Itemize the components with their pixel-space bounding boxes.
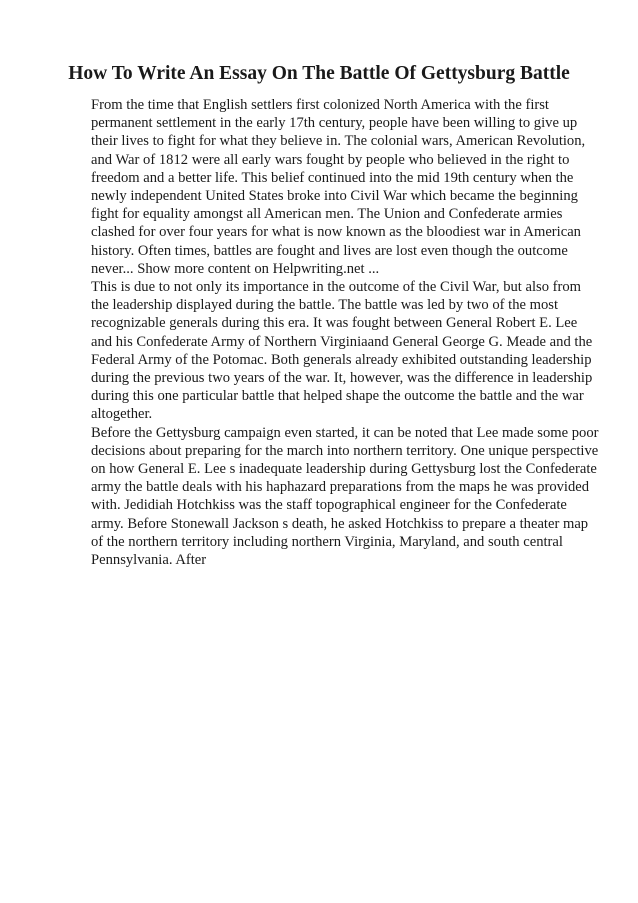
document-body (91, 96, 601, 569)
document-title: How To Write An Essay On The Battle Of Gettysburg Battle (68, 63, 570, 84)
paragraph-leadership: This is due to not only its importance in the outcome of the Civil War, but also from the leadership displayed during the battle. The battle was led by two of the most recognizable generals during this era. It was fought between General Robert E. Lee and his Confederate Army of Northern Virginiaand General George G. Meade and the Federal Army of the Potomac. Both generals already exhibited outstanding leadership during the previous two years of the war. It, however, was the difference in leadership during this one particular battle that helped shape the outcome the battle and the war altogether. (91, 279, 593, 423)
paragraph-intro: From the time that English settlers first colonized North America with the first permanent settlement in the early 17th century, people have been willing to give up their lives to fight for what they believe in. The colonial wars, American Revolution, and War of 1812 were all early wars fought by people who believed in the right to freedom and a better life. This belief continued into the mid 19th century when the newly independent United States broke into Civil War which became the beginning fight for equality amongst all American men. The Union and Confederate armies clashed for over four years for what is now known as the bloodiest war in American history. Often times, battles are fought and lives are lost even though the outcome never... Show more content on Helpwriting.net ... (91, 97, 586, 277)
paragraph-preparations: Before the Gettysburg campaign even started, it can be noted that Lee made some poor decisions about preparing for the march into northern territory. One unique perspective on how General E. Lee s inadequate leadership during Gettysburg lost the Confederate army the battle deals with his haphazard preparations from the maps he was provided with. Jedidiah Hotchkiss was the staff topographical engineer for the Confederate army. Before Stonewall Jackson s death, he asked Hotchkiss to prepare a theater map of the northern territory including northern Virginia, Maryland, and south central Pennsylvania. After (91, 424, 599, 569)
